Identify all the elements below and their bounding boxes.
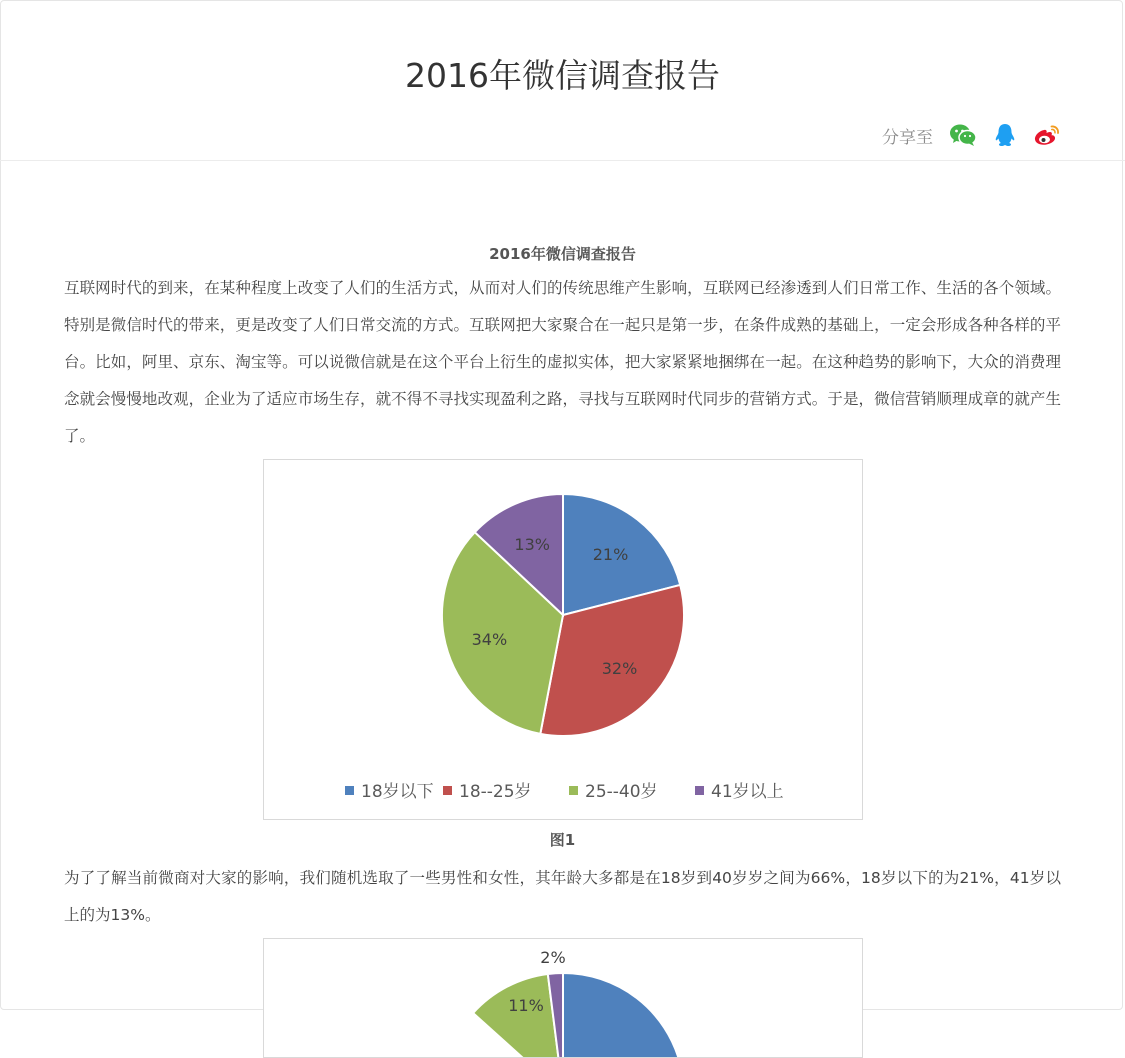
intro-paragraph: 互联网时代的到来，在某种程度上改变了人们的生活方式，从而对人们的传统思维产生影响，互联网已经渗透到人们日常工作、生活的各个领域。特别是微信时代的带来，更是改变了人们日常交流的方式。互联网把大家聚合在一起只是第一步，在条件成熟的基础上，一定会形成各种各样的平台。比如，阿里、京东、淘宝等。可以说微信就是在这个平台上衍生的虚拟实体，把大家紧紧地捆绑在一起。在这种趋势的影响下，大众的消费理念就会慢慢地改观，企业为了适应市场生存，就不得不寻找实现盈利之路，寻找与互联网时代同步的营销方式。于是，微信营销顺理成章的就产生了。 <box>64 279 1061 445</box>
legend-entry: 18--25岁 <box>458 782 532 802</box>
report-heading: 2016年微信调查报告 <box>489 245 636 263</box>
page-header <box>0 0 1125 161</box>
legend-entry: 18岁以下 <box>360 782 434 802</box>
legend-swatch <box>569 786 578 795</box>
legend-swatch <box>443 786 452 795</box>
pie-data-label: 13% <box>513 534 550 554</box>
wechat-icon[interactable] <box>949 122 977 148</box>
legend-swatch <box>695 786 704 795</box>
legend-swatch <box>345 786 354 795</box>
survey-paragraph: 为了了解当前微商对大家的影响，我们随机选取了一些男性和女性，其年龄大多都是在18岁到40岁岁之间为66%，18岁以下的为21%，41岁以上的为13%。 <box>64 869 1061 924</box>
pie-data-label: 2% <box>539 948 566 967</box>
age-pie-svg <box>264 460 862 819</box>
pie-slice <box>563 973 684 1057</box>
qq-icon[interactable] <box>991 122 1019 148</box>
pie-data-label: 32% <box>601 659 637 678</box>
legend-entry: 25--40岁 <box>584 782 658 802</box>
share-label: 分享至 <box>882 127 933 148</box>
pie-data-label: 34% <box>471 629 507 649</box>
age-distribution-chart <box>263 459 863 820</box>
second-pie-chart <box>263 938 863 1058</box>
share-bar <box>882 122 1061 148</box>
article-body <box>64 238 1061 1058</box>
pie-data-label: 11% <box>507 996 544 1015</box>
weibo-icon[interactable] <box>1033 122 1061 148</box>
figure-caption: 图1 <box>549 831 576 849</box>
legend-entry: 41岁以上 <box>710 782 784 802</box>
page-title: 2016年微信调查报告 <box>405 56 720 95</box>
pie-data-label: 21% <box>592 544 628 564</box>
second-pie-svg <box>264 939 862 1057</box>
